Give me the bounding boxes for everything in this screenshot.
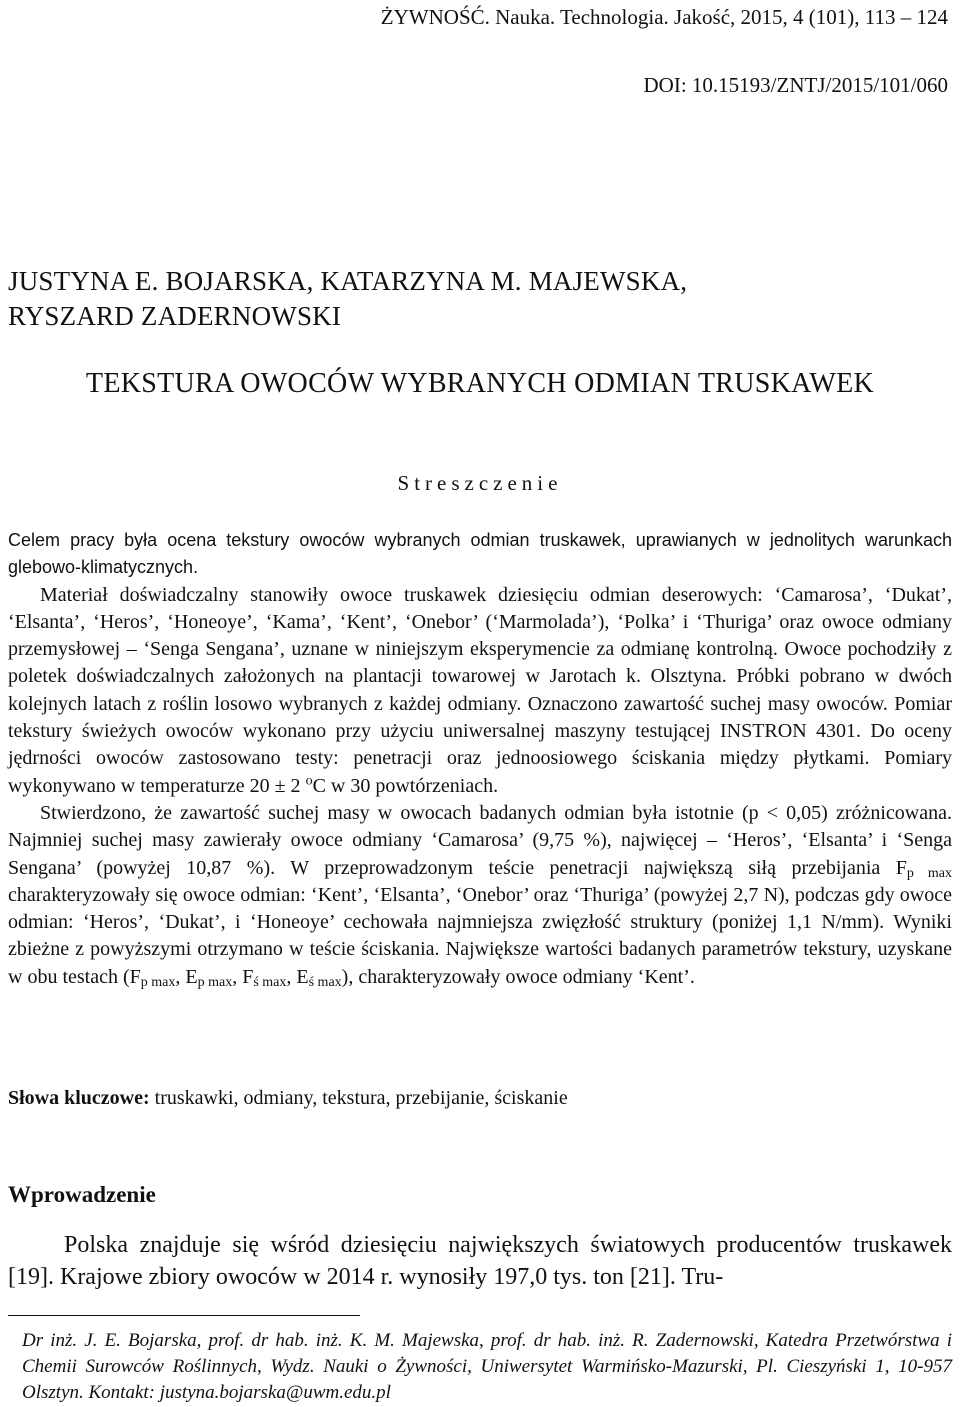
abstract-results-text-f: ), charakteryzowały owoce odmiany ‘Kent’. — [341, 965, 695, 988]
subscript-fp: p max — [906, 865, 953, 881]
footnote-rule — [8, 1315, 360, 1316]
abstract-results-text-e: , E — [286, 965, 309, 988]
subscript-1: p max — [140, 974, 176, 990]
abstract-results-text-c: , E — [175, 965, 198, 988]
abstract-results-text-d: , F — [232, 965, 254, 988]
abstract-results — [8, 800, 952, 991]
abstract — [8, 527, 952, 991]
journal-header: ŻYWNOŚĆ. Nauka. Technologia. Jakość, 2015, 4 (101), 113 – 124 — [380, 5, 948, 29]
article-title: TEKSTURA OWOCÓW WYBRANYCH ODMIAN TRUSKAWEK — [85, 368, 875, 399]
abstract-results-text-a: Stwierdzono, że zawartość suchej masy w owocach badanych odmian była istotnie (p < 0,05) zróżnicowana. Najmniej suchej masy zawierały owoce odmiany ‘Camarosa’ (9,75 %), najwięcej – ‘Heros’, ‘Elsanta’ i ‘Senga Sengana’ (powyżej 10,87 %). W przeprowadzonym teście penetracji największą siłą przebijania F — [8, 801, 952, 879]
subscript-3: ś max — [253, 974, 287, 990]
keywords-text: truskawki, odmiany, tekstura, przebijanie, ściskanie — [149, 1087, 568, 1109]
authors — [8, 264, 908, 334]
intro-text: Polska znajduje się wśród dziesięciu największych światowych producentów truskawek [19]. Krajowe zbiory owoców w 2014 r. wynosiły 197,0 tys. ton [21]. Tru- — [8, 1232, 952, 1290]
authors-line-1: JUSTYNA E. BOJARSKA, KATARZYNA M. MAJEWSKA, — [8, 266, 688, 296]
abstract-methods-text: Materiał doświadczalny stanowiły owoce truskawek dziesięciu odmian deserowych: ‘Camarosa’, ‘Dukat’, ‘Elsanta’, ‘Heros’, ‘Honeoye’, ‘Kama’, ‘Kent’, ‘Onebor’ (‘Marmolada’), ‘Polka’ i ‘Thuriga’ oraz owoce odmiany przemysłowej – ‘Senga Sengana’, uznane w niniejszym eksperymencie za odmianę kontrolną. Owoce pochodziły z poletek doświadczalnych założonych na plantacji towarowej w Jarotach k. Olsztyna. Próbki pobrano w dwóch kolejnych latach z roślin losowo wybranych z każdej odmiany. Oznaczono zawartość suchej masy owoców. Pomiar tekstury świeżych owoców wykonano przy użyciu uniwersalnej maszyny testującej INSTRON 4301. Do oceny jędrności owoców zastosowano testy: penetracji oraz jednoosiowego ściskania między płytkami. Pomiary wykonywano w temperaturze 20 ± 2 — [8, 583, 952, 797]
intro-paragraph — [8, 1229, 952, 1293]
subscript-2: p max — [197, 974, 233, 990]
abstract-results-text-b: charakteryzowały się owoce odmian: ‘Kent’, ‘Elsanta’, ‘Onebor’ oraz ‘Thuriga’ (powyżej 2,7 N), podczas gdy owoce odmian: ‘Heros’, ‘Dukat’, i ‘Honeoye’ cechowała najmniejsza zwięzłość struktury (poniżej 1,1 N/mm). Wyniki zbieżne z powyższymi otrzymano w teście ściskania. Największe wartości badanych parametrów tekstury, uzyskane w obu testach (F — [8, 883, 952, 988]
doi: DOI: 10.15193/ZNTJ/2015/101/060 — [643, 73, 948, 97]
section-heading-intro: Wprowadzenie — [8, 1182, 156, 1207]
abstract-heading: Streszczenie — [397, 471, 563, 495]
degree-sign: o — [305, 773, 313, 789]
keywords-label: Słowa kluczowe: — [8, 1087, 150, 1109]
abstract-methods-text-end: C w 30 powtórzeniach. — [312, 774, 499, 797]
abstract-methods — [8, 582, 952, 800]
abstract-aim: Celem pracy była ocena tekstury owoców wybranych odmian truskawek, uprawianych w jednolitych warunkach glebowo-klimatycznych. — [8, 530, 952, 578]
authors-line-2: RYSZARD ZADERNOWSKI — [8, 301, 342, 331]
subscript-4: ś max — [308, 974, 342, 990]
author-footnote: Dr inż. J. E. Bojarska, prof. dr hab. inż. K. M. Majewska, prof. dr hab. inż. R. Zadernowski, Katedra Przetwórstwa i Chemii Surowców Roślinnych, Wydz. Nauki o Żywności, Uniwersytet Warmińsko-Mazurski, Pl. Cieszyński 1, 10-957 Olsztyn. Kontakt: justyna.bojarska@uwm.edu.pl — [22, 1330, 952, 1403]
keywords — [8, 1085, 952, 1112]
